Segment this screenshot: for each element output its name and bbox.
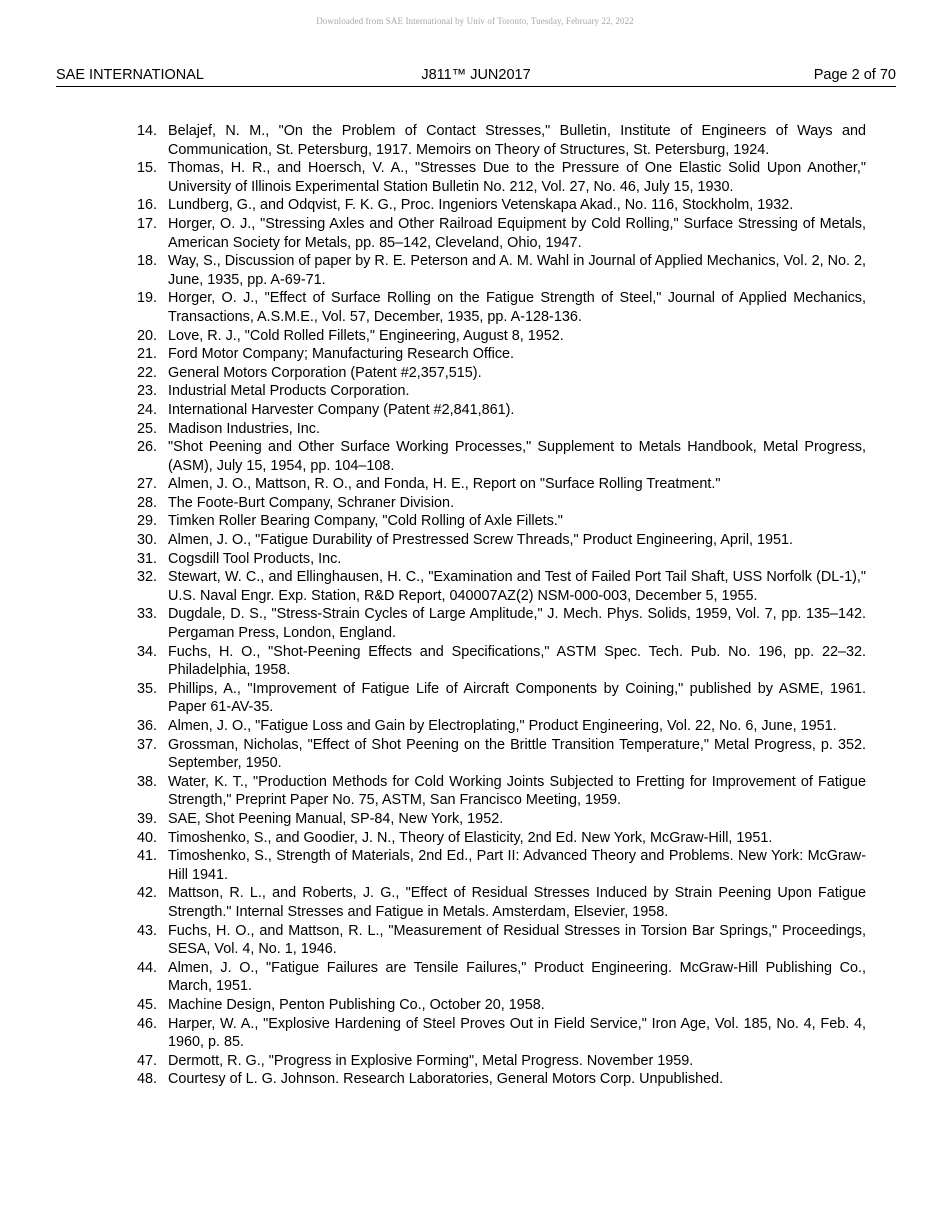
reference-number: 21.: [137, 346, 158, 363]
reference-item: [137, 829, 866, 848]
reference-number: 24.: [137, 401, 158, 418]
reference-number: 38.: [137, 773, 158, 790]
reference-number: 48.: [137, 1071, 158, 1088]
header-page-number: Page 2 of 70: [813, 67, 896, 83]
reference-number: 28.: [137, 494, 158, 511]
reference-item: [137, 1070, 866, 1089]
reference-number: 18.: [137, 253, 158, 270]
reference-list: [137, 122, 866, 1089]
reference-number: 25.: [137, 420, 158, 437]
reference-number: 31.: [137, 550, 158, 567]
reference-item: [137, 382, 866, 401]
reference-item: [137, 847, 866, 884]
reference-item: [137, 531, 866, 550]
reference-number: 19.: [137, 290, 158, 307]
reference-text: Phillips, A., "Improvement of Fatigue Life of Aircraft Components by Coining," published by ASME, 1961. Paper 61-AV-35.: [168, 680, 866, 716]
reference-text: Dermott, R. G., "Progress in Explosive Forming", Metal Progress. November 1959.: [168, 1052, 694, 1069]
header-document-id: J811™ JUN2017: [421, 67, 531, 83]
reference-number: 44.: [137, 959, 158, 976]
reference-text: International Harvester Company (Patent #2,841,861).: [168, 401, 515, 418]
reference-text: Fuchs, H. O., "Shot-Peening Effects and Specifications," ASTM Spec. Tech. Pub. No. 196, pp. 22–32. Philadelphia, 1958.: [168, 643, 866, 679]
reference-text: Industrial Metal Products Corporation.: [168, 383, 410, 400]
reference-number: 35.: [137, 680, 158, 697]
reference-item: [137, 159, 866, 196]
reference-number: 46.: [137, 1015, 158, 1032]
reference-text: Almen, J. O., Mattson, R. O., and Fonda, H. E., Report on "Surface Rolling Treatment.": [168, 476, 721, 493]
reference-item: [137, 605, 866, 642]
reference-number: 37.: [137, 736, 158, 753]
reference-item: [137, 327, 866, 346]
reference-number: 33.: [137, 606, 158, 623]
reference-number: 14.: [137, 123, 158, 139]
reference-item: [137, 420, 866, 439]
reference-number: 23.: [137, 383, 158, 400]
reference-item: [137, 736, 866, 773]
reference-item: [137, 401, 866, 420]
reference-item: [137, 550, 866, 569]
reference-item: [137, 122, 866, 159]
reference-text: Way, S., Discussion of paper by R. E. Peterson and A. M. Wahl in Journal of Applied Mechanics, Vol. 2, No. 2, June, 1935, pp. A-69-71.: [168, 253, 866, 288]
reference-number: 41.: [137, 848, 158, 865]
reference-number: 40.: [137, 829, 158, 846]
reference-number: 29.: [137, 513, 158, 530]
reference-item: [137, 1052, 866, 1071]
reference-text: Mattson, R. L., and Roberts, J. G., "Effect of Residual Stresses Induced by Strain Peening Upon Fatigue Strength." Internal Stresses and Fatigue in Metals. Amsterdam, Elsevier, 1958.: [168, 885, 866, 920]
reference-text: General Motors Corporation (Patent #2,357,515).: [168, 364, 482, 381]
reference-text: Love, R. J., "Cold Rolled Fillets," Engineering, August 8, 1952.: [168, 327, 564, 344]
reference-text: Thomas, H. R., and Hoersch, V. A., "Stresses Due to the Pressure of One Elastic Solid Upon Another," University of Illinois Experimental Station Bulletin No. 212, Vol. 27, No. 46, July 15, 1930.: [168, 160, 866, 195]
reference-text: Stewart, W. C., and Ellinghausen, H. C., "Examination and Test of Failed Port Tail Shaft, USS Norfolk (DL-1)," U.S. Naval Engr. Exp. Station, R&D Report, 040007AZ(2) NSM-000-003, December 5, 1955.: [168, 569, 866, 604]
reference-number: 17.: [137, 215, 158, 232]
reference-item: [137, 680, 866, 717]
reference-item: [137, 289, 866, 326]
reference-item: [137, 345, 866, 364]
reference-text: Harper, W. A., "Explosive Hardening of Steel Proves Out in Field Service," Iron Age, Vol. 185, No. 4, Feb. 4, 1960, p. 85.: [168, 1015, 866, 1051]
reference-item: [137, 773, 866, 810]
reference-text: Fuchs, H. O., and Mattson, R. L., "Measurement of Residual Stresses in Torsion Bar Springs," Proceedings, SESA, Vol. 4, No. 1, 1946.: [168, 922, 866, 958]
reference-number: 27.: [137, 476, 158, 493]
reference-item: [137, 1015, 866, 1052]
reference-item: [137, 494, 866, 513]
reference-text: Timoshenko, S., Strength of Materials, 2nd Ed., Part II: Advanced Theory and Problems. New York: McGraw-Hill 1941.: [168, 848, 866, 883]
reference-item: [137, 512, 866, 531]
reference-item: [137, 438, 866, 475]
reference-number: 34.: [137, 643, 158, 660]
reference-text: Machine Design, Penton Publishing Co., October 20, 1958.: [168, 996, 545, 1013]
reference-text: Almen, J. O., "Fatigue Loss and Gain by Electroplating," Product Engineering, Vol. 22, No. 6, June, 1951.: [168, 718, 837, 734]
reference-number: 30.: [137, 532, 158, 549]
reference-text: Almen, J. O., "Fatigue Failures are Tensile Failures," Product Engineering. McGraw-Hill Publishing Co., March, 1951.: [168, 959, 866, 995]
reference-text: Belajef, N. M., "On the Problem of Contact Stresses," Bulletin, Institute of Engineers of Ways and Communication, St. Petersburg, 1917. Memoirs on Theory of Structures, St. Petersburg, 1924.: [168, 123, 866, 158]
reference-item: [137, 643, 866, 680]
reference-item: [137, 996, 866, 1015]
reference-text: Grossman, Nicholas, "Effect of Shot Peening on the Brittle Transition Temperature," Metal Progress, p. 352. September, 1950.: [168, 736, 866, 772]
reference-number: 22.: [137, 364, 158, 381]
reference-text: Horger, O. J., "Effect of Surface Rolling on the Fatigue Strength of Steel," Journal of Applied Mechanics, Transactions, A.S.M.E., Vol. 57, December, 1935, pp. A-128-136.: [168, 290, 866, 325]
reference-text: Madison Industries, Inc.: [168, 420, 320, 437]
reference-text: Timken Roller Bearing Company, "Cold Rolling of Axle Fillets.": [168, 513, 563, 530]
reference-text: Water, K. T., "Production Methods for Cold Working Joints Subjected to Fretting for Improvement of Fatigue Strength," Preprint Paper No. 75, ASTM, San Francisco Meeting, 1959.: [168, 773, 866, 809]
reference-number: 26.: [137, 439, 158, 456]
page-header: [56, 66, 896, 87]
reference-item: [137, 568, 866, 605]
reference-text: Courtesy of L. G. Johnson. Research Laboratories, General Motors Corp. Unpublished.: [168, 1071, 724, 1088]
reference-number: 47.: [137, 1052, 158, 1069]
reference-item: [137, 215, 866, 252]
reference-text: "Shot Peening and Other Surface Working Processes," Supplement to Metals Handbook, Metal Progress, (ASM), July 15, 1954, pp. 104–108.: [168, 439, 866, 474]
header-organization: SAE INTERNATIONAL: [56, 67, 204, 83]
reference-number: 43.: [137, 922, 158, 939]
reference-item: [137, 810, 866, 829]
download-watermark: Downloaded from SAE International by Univ of Toronto, Tuesday, February 22, 2022: [316, 16, 634, 26]
reference-number: 15.: [137, 160, 158, 177]
reference-number: 39.: [137, 810, 158, 827]
reference-item: [137, 922, 866, 959]
reference-item: [137, 717, 866, 736]
reference-text: Cogsdill Tool Products, Inc.: [168, 550, 342, 567]
reference-item: [137, 364, 866, 383]
reference-text: Timoshenko, S., and Goodier, J. N., Theory of Elasticity, 2nd Ed. New York, McGraw-Hill, 1951.: [168, 829, 773, 846]
reference-text: Ford Motor Company; Manufacturing Research Office.: [168, 346, 515, 363]
reference-item: [137, 959, 866, 996]
reference-number: 32.: [137, 569, 158, 586]
reference-text: Horger, O. J., "Stressing Axles and Other Railroad Equipment by Cold Rolling," Surface Stressing of Metals, American Society for Metals, pp. 85–142, Cleveland, Ohio, 1947.: [168, 215, 866, 251]
reference-item: [137, 884, 866, 921]
reference-text: The Foote-Burt Company, Schraner Division.: [168, 494, 455, 511]
reference-number: 16.: [137, 197, 158, 214]
reference-item: [137, 475, 866, 494]
reference-number: 42.: [137, 885, 158, 902]
reference-number: 45.: [137, 996, 158, 1013]
reference-item: [137, 196, 866, 215]
reference-text: Dugdale, D. S., "Stress-Strain Cycles of Large Amplitude," J. Mech. Phys. Solids, 1959, Vol. 7, pp. 135–142. Pergaman Press, London, England.: [168, 606, 866, 642]
reference-number: 20.: [137, 327, 158, 344]
reference-text: SAE, Shot Peening Manual, SP-84, New York, 1952.: [168, 810, 504, 827]
reference-number: 36.: [137, 718, 158, 734]
reference-item: [137, 252, 866, 289]
reference-text: Lundberg, G., and Odqvist, F. K. G., Proc. Ingeniors Vetenskapa Akad., No. 116, Stockholm, 1932.: [168, 197, 794, 214]
reference-text: Almen, J. O., "Fatigue Durability of Prestressed Screw Threads," Product Engineering, April, 1951.: [168, 532, 794, 549]
